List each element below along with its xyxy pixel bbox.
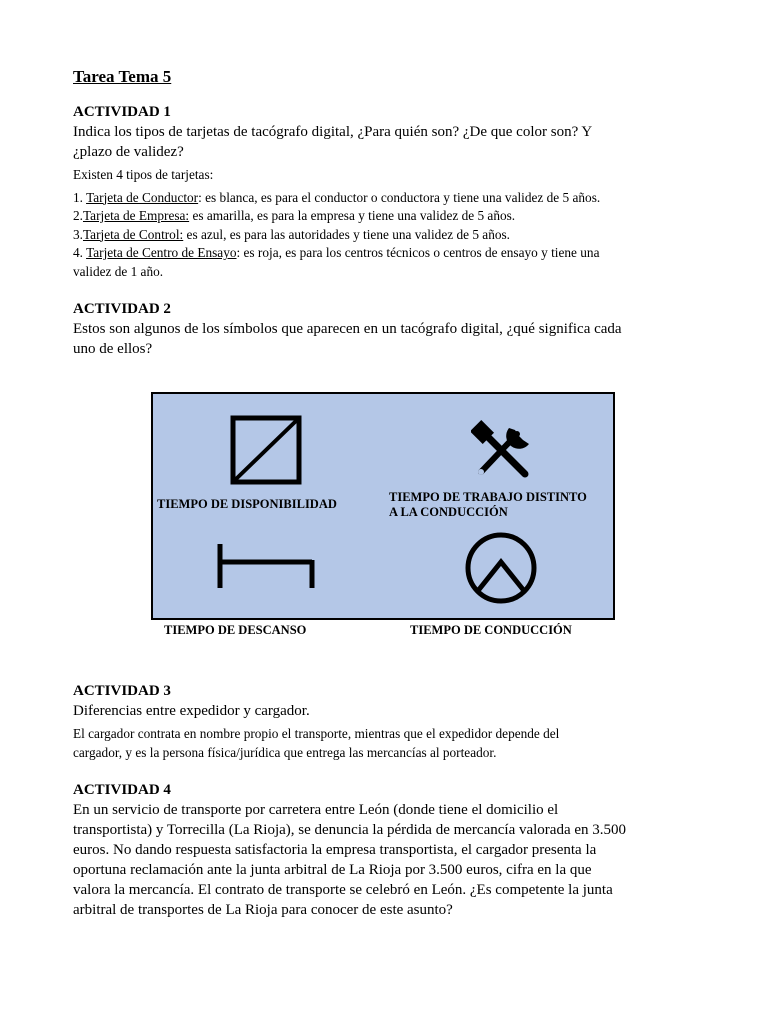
actividad-4-line-4: oportuna reclamación ante la junta arbitral de La Rioja por 3.500 euros, cifra en la que [73, 862, 592, 878]
card-type-item-3 [73, 226, 703, 245]
card-type-item-4 [73, 244, 703, 263]
availability-label: TIEMPO DE DISPONIBILIDAD [157, 497, 337, 511]
card-type-text: es amarilla, es para la empresa y tiene una validez de 5 años. [189, 208, 516, 223]
card-type-item-4-continued: validez de 1 año. [73, 263, 164, 279]
tachograph-symbols-diagram [151, 392, 615, 620]
document-page [73, 66, 703, 359]
hammer-wrench-icon [471, 418, 537, 480]
actividad-1-intro: Existen 4 tipos de tarjetas: [73, 167, 214, 182]
actividad-3-answer-line-2: cargador, y es la persona física/jurídica que entrega las mercancías al porteador. [73, 744, 497, 760]
actividad-3-answer-line-1: El cargador contrata en nombre propio el transporte, mientras que el expedidor depende del [73, 726, 560, 741]
actividad-4-heading: ACTIVIDAD 4 [73, 782, 171, 798]
rest-label: TIEMPO DE DESCANSO [164, 623, 307, 637]
card-type-item-1 [73, 189, 703, 208]
card-type-text: : es blanca, es para el conductor o conductora y tiene una validez de 5 años. [198, 189, 601, 205]
actividad-2-question-line-1: Estos son algunos de los símbolos que aparecen en un tacógrafo digital, ¿qué significa cada [73, 321, 622, 337]
card-type-num: 3. [73, 226, 83, 242]
card-type-text: es azul, es para las autoridades y tiene una validez de 5 años. [183, 226, 510, 242]
actividad-2-heading: ACTIVIDAD 2 [73, 301, 171, 317]
actividad-3-heading: ACTIVIDAD 3 [73, 683, 171, 699]
actividad-4-line-6: arbitral de transportes de La Rioja para conocer de este asunto? [73, 902, 453, 918]
card-type-text: : es roja, es para los centros técnicos o centros de ensayo y tiene una [236, 245, 600, 260]
actividad-1-question-line-1: Indica los tipos de tarjetas de tacógrafo digital, ¿Para quién son? ¿De que color son? Y [73, 124, 593, 140]
actividad-1-question-line-2: ¿plazo de validez? [73, 144, 184, 160]
other-work-label-line-1: TIEMPO DE TRABAJO DISTINTO [389, 490, 587, 504]
card-type-item-2 [73, 207, 703, 226]
actividad-4-line-2: transportista) y Torrecilla (La Rioja), se denuncia la pérdida de mercancía valorada en 3.500 [73, 822, 627, 838]
steering-wheel-icon [463, 532, 539, 604]
card-type-name: Tarjeta de Centro de Ensayo [86, 245, 237, 260]
bed-icon [215, 542, 317, 590]
page-title: Tarea Tema 5 [73, 67, 172, 86]
actividad-2-question-line-2: uno de ellos? [73, 341, 153, 357]
card-type-num: 4. [73, 245, 87, 260]
actividad-4-line-1: En un servicio de transporte por carretera entre León (donde tiene el domicilio el [73, 802, 559, 818]
actividad-1-heading: ACTIVIDAD 1 [73, 104, 171, 120]
actividad-4-line-3: euros. No dando respuesta satisfactoria la empresa transportista, el cargador presenta la [73, 842, 597, 858]
actividad-4-line-5: valora la mercancía. El contrato de transporte se celebró en León. ¿Es competente la junta [73, 882, 613, 898]
other-work-label-line-2: A LA CONDUCCIÓN [389, 505, 508, 519]
card-type-name: Tarjeta de Control: [82, 226, 184, 242]
document-page-lower [73, 681, 703, 920]
driving-label: TIEMPO DE CONDUCCIÓN [410, 623, 572, 637]
card-type-num: 2. [73, 208, 83, 223]
card-type-num: 1. [73, 189, 87, 205]
card-type-name: Tarjeta de Empresa: [82, 208, 190, 223]
actividad-3-question: Diferencias entre expedidor y cargador. [73, 703, 310, 719]
card-type-name: Tarjeta de Conductor [86, 189, 199, 205]
availability-box-icon [229, 414, 305, 486]
